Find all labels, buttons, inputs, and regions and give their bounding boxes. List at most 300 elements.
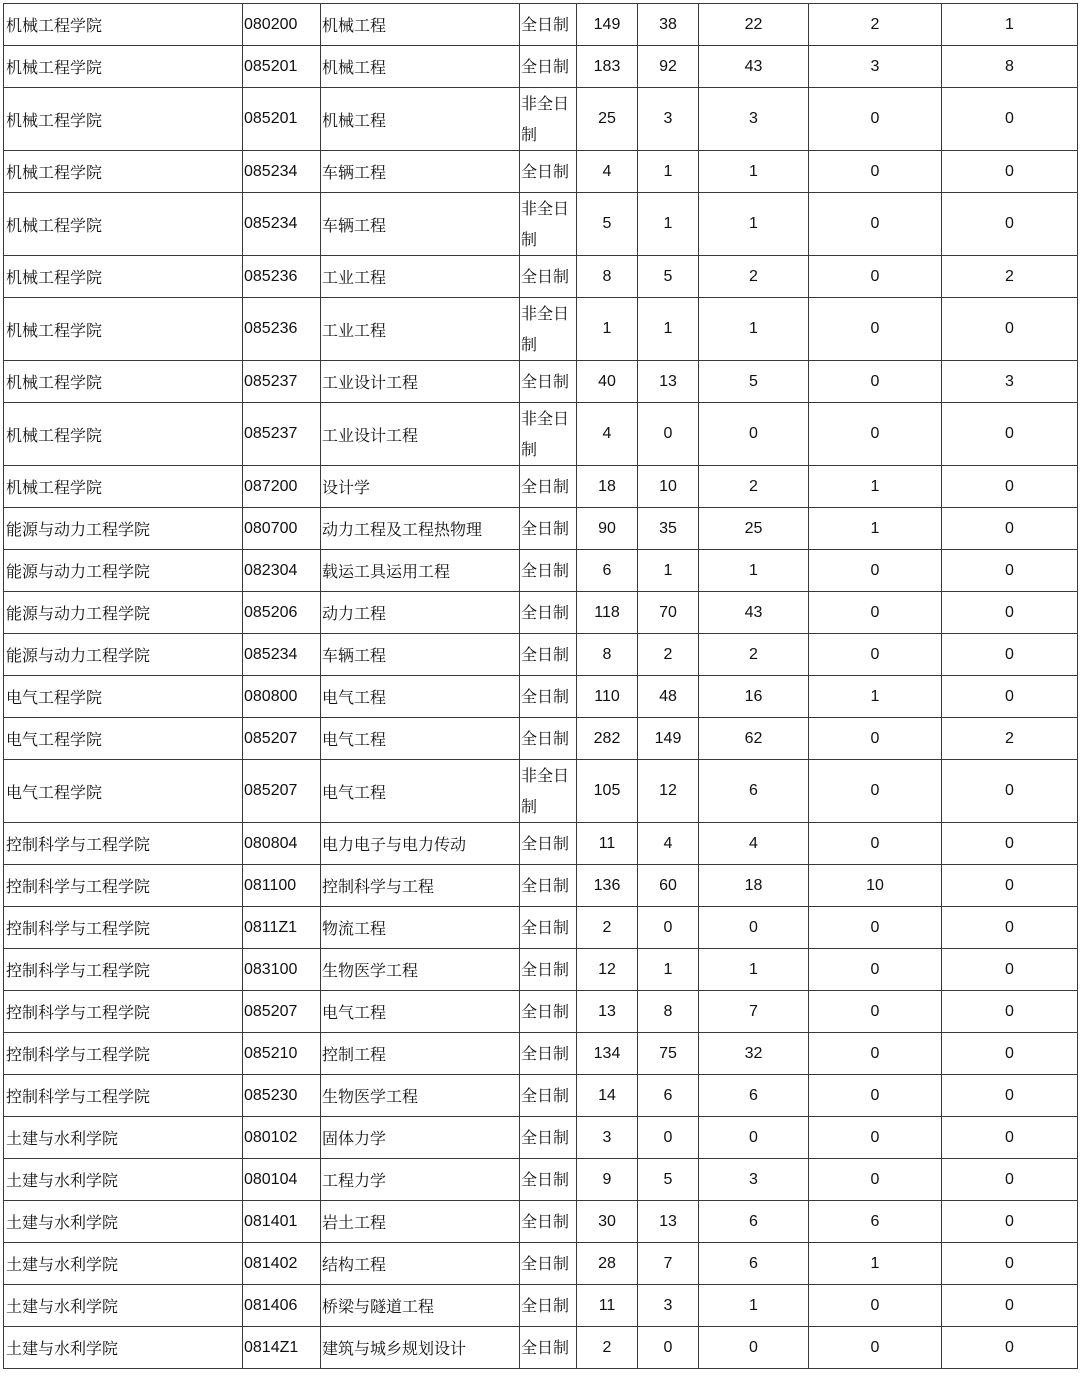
major-code-cell: 080104 [243,1159,321,1201]
department-cell: 机械工程学院 [4,466,243,508]
count-5-cell: 0 [942,1243,1078,1285]
count-5-cell: 0 [942,949,1078,991]
count-1-cell: 183 [577,46,638,88]
department-cell: 土建与水利学院 [4,1117,243,1159]
count-3-cell: 32 [699,1033,809,1075]
count-3-cell: 0 [699,1117,809,1159]
count-2-cell: 149 [638,718,699,760]
major-code-cell: 085234 [243,634,321,676]
count-4-cell: 1 [809,508,942,550]
count-1-cell: 4 [577,151,638,193]
count-2-cell: 13 [638,361,699,403]
count-2-cell: 12 [638,760,699,823]
study-mode-cell: 非全日制 [520,298,577,361]
count-5-cell: 0 [942,676,1078,718]
count-3-cell: 6 [699,1243,809,1285]
count-4-cell: 0 [809,550,942,592]
count-5-cell: 0 [942,1285,1078,1327]
table-row [4,1075,1078,1117]
table-row [4,949,1078,991]
study-mode-cell: 全日制 [520,361,577,403]
count-4-cell: 0 [809,718,942,760]
study-mode-cell: 全日制 [520,823,577,865]
major-code-cell: 0814Z1 [243,1327,321,1369]
count-2-cell: 1 [638,193,699,256]
major-code-cell: 085201 [243,88,321,151]
study-mode-cell: 全日制 [520,1117,577,1159]
department-cell: 控制科学与工程学院 [4,907,243,949]
count-1-cell: 90 [577,508,638,550]
count-4-cell: 6 [809,1201,942,1243]
major-code-cell: 085237 [243,403,321,466]
count-4-cell: 0 [809,949,942,991]
count-5-cell: 3 [942,361,1078,403]
major-code-cell: 085206 [243,592,321,634]
count-3-cell: 2 [699,256,809,298]
count-5-cell: 0 [942,403,1078,466]
study-mode-cell: 全日制 [520,1075,577,1117]
count-5-cell: 0 [942,991,1078,1033]
major-code-cell: 085207 [243,718,321,760]
table-row [4,1327,1078,1369]
table-row [4,550,1078,592]
count-3-cell: 1 [699,193,809,256]
count-3-cell: 1 [699,151,809,193]
study-mode-cell: 全日制 [520,592,577,634]
department-cell: 控制科学与工程学院 [4,1075,243,1117]
count-2-cell: 60 [638,865,699,907]
count-5-cell: 0 [942,508,1078,550]
count-4-cell: 0 [809,403,942,466]
count-3-cell: 1 [699,550,809,592]
count-4-cell: 0 [809,1033,942,1075]
major-code-cell: 085201 [243,46,321,88]
count-1-cell: 11 [577,1285,638,1327]
count-4-cell: 0 [809,298,942,361]
count-2-cell: 2 [638,634,699,676]
study-mode-cell: 全日制 [520,46,577,88]
major-name-cell: 工业设计工程 [321,403,520,466]
major-code-cell: 085236 [243,298,321,361]
study-mode-cell: 全日制 [520,991,577,1033]
count-5-cell: 0 [942,907,1078,949]
major-name-cell: 动力工程及工程热物理 [321,508,520,550]
study-mode-cell: 全日制 [520,907,577,949]
count-1-cell: 12 [577,949,638,991]
count-3-cell: 0 [699,403,809,466]
count-1-cell: 282 [577,718,638,760]
major-name-cell: 机械工程 [321,46,520,88]
count-2-cell: 4 [638,823,699,865]
count-5-cell: 0 [942,592,1078,634]
study-mode-cell: 全日制 [520,1201,577,1243]
major-name-cell: 建筑与城乡规划设计 [321,1327,520,1369]
table-row [4,4,1078,46]
count-2-cell: 6 [638,1075,699,1117]
count-2-cell: 0 [638,907,699,949]
count-3-cell: 25 [699,508,809,550]
study-mode-cell: 全日制 [520,4,577,46]
count-1-cell: 118 [577,592,638,634]
major-code-cell: 081100 [243,865,321,907]
study-mode-cell: 全日制 [520,256,577,298]
major-name-cell: 电气工程 [321,676,520,718]
count-4-cell: 0 [809,760,942,823]
count-2-cell: 10 [638,466,699,508]
department-cell: 机械工程学院 [4,256,243,298]
table-row [4,403,1078,466]
count-1-cell: 4 [577,403,638,466]
count-2-cell: 92 [638,46,699,88]
major-code-cell: 085237 [243,361,321,403]
major-name-cell: 车辆工程 [321,193,520,256]
study-mode-cell: 全日制 [520,1243,577,1285]
count-2-cell: 7 [638,1243,699,1285]
count-2-cell: 48 [638,676,699,718]
major-name-cell: 机械工程 [321,4,520,46]
count-3-cell: 0 [699,1327,809,1369]
count-4-cell: 0 [809,1117,942,1159]
count-3-cell: 16 [699,676,809,718]
table-row [4,151,1078,193]
count-4-cell: 0 [809,592,942,634]
count-3-cell: 43 [699,592,809,634]
department-cell: 机械工程学院 [4,46,243,88]
count-3-cell: 2 [699,466,809,508]
count-4-cell: 0 [809,256,942,298]
count-1-cell: 1 [577,298,638,361]
count-4-cell: 1 [809,676,942,718]
table-body [4,4,1078,1369]
count-1-cell: 136 [577,865,638,907]
department-cell: 土建与水利学院 [4,1327,243,1369]
major-code-cell: 085234 [243,193,321,256]
count-2-cell: 1 [638,550,699,592]
count-5-cell: 1 [942,4,1078,46]
study-mode-cell: 全日制 [520,1285,577,1327]
major-code-cell: 0811Z1 [243,907,321,949]
count-3-cell: 1 [699,949,809,991]
count-5-cell: 0 [942,550,1078,592]
major-code-cell: 085207 [243,760,321,823]
count-2-cell: 1 [638,298,699,361]
major-name-cell: 工业工程 [321,256,520,298]
major-name-cell: 生物医学工程 [321,1075,520,1117]
count-1-cell: 2 [577,1327,638,1369]
table-row [4,1285,1078,1327]
count-3-cell: 6 [699,760,809,823]
count-2-cell: 75 [638,1033,699,1075]
count-5-cell: 0 [942,1327,1078,1369]
count-2-cell: 1 [638,949,699,991]
count-3-cell: 0 [699,907,809,949]
table-row [4,1159,1078,1201]
count-5-cell: 0 [942,1117,1078,1159]
table-row [4,760,1078,823]
count-1-cell: 25 [577,88,638,151]
major-code-cell: 080804 [243,823,321,865]
table-row [4,718,1078,760]
count-2-cell: 3 [638,1285,699,1327]
count-1-cell: 13 [577,991,638,1033]
department-cell: 电气工程学院 [4,676,243,718]
department-cell: 机械工程学院 [4,151,243,193]
major-name-cell: 工业设计工程 [321,361,520,403]
count-1-cell: 30 [577,1201,638,1243]
count-1-cell: 40 [577,361,638,403]
table-row [4,508,1078,550]
study-mode-cell: 非全日制 [520,760,577,823]
major-name-cell: 设计学 [321,466,520,508]
count-4-cell: 0 [809,1285,942,1327]
count-1-cell: 18 [577,466,638,508]
table-row [4,298,1078,361]
count-1-cell: 8 [577,634,638,676]
department-cell: 控制科学与工程学院 [4,865,243,907]
major-name-cell: 电气工程 [321,991,520,1033]
count-3-cell: 6 [699,1075,809,1117]
count-4-cell: 0 [809,1075,942,1117]
count-4-cell: 0 [809,361,942,403]
department-cell: 土建与水利学院 [4,1201,243,1243]
major-code-cell: 085236 [243,256,321,298]
major-name-cell: 工程力学 [321,1159,520,1201]
count-2-cell: 1 [638,151,699,193]
count-4-cell: 0 [809,634,942,676]
count-3-cell: 1 [699,298,809,361]
department-cell: 土建与水利学院 [4,1285,243,1327]
count-4-cell: 0 [809,1159,942,1201]
count-4-cell: 3 [809,46,942,88]
study-mode-cell: 全日制 [520,1327,577,1369]
table-row [4,991,1078,1033]
department-cell: 电气工程学院 [4,760,243,823]
count-2-cell: 0 [638,1117,699,1159]
count-1-cell: 14 [577,1075,638,1117]
count-5-cell: 0 [942,298,1078,361]
count-5-cell: 0 [942,760,1078,823]
count-3-cell: 18 [699,865,809,907]
count-1-cell: 11 [577,823,638,865]
count-2-cell: 5 [638,256,699,298]
department-cell: 机械工程学院 [4,298,243,361]
count-2-cell: 3 [638,88,699,151]
table-row [4,1243,1078,1285]
count-3-cell: 4 [699,823,809,865]
count-5-cell: 0 [942,865,1078,907]
count-3-cell: 3 [699,88,809,151]
count-2-cell: 38 [638,4,699,46]
count-4-cell: 0 [809,88,942,151]
table-row [4,907,1078,949]
count-4-cell: 1 [809,466,942,508]
count-4-cell: 0 [809,823,942,865]
department-cell: 控制科学与工程学院 [4,823,243,865]
table-row [4,676,1078,718]
major-name-cell: 岩土工程 [321,1201,520,1243]
major-name-cell: 车辆工程 [321,634,520,676]
major-name-cell: 电力电子与电力传动 [321,823,520,865]
major-name-cell: 控制工程 [321,1033,520,1075]
major-code-cell: 085210 [243,1033,321,1075]
major-name-cell: 载运工具运用工程 [321,550,520,592]
major-code-cell: 080700 [243,508,321,550]
count-5-cell: 0 [942,1159,1078,1201]
count-3-cell: 2 [699,634,809,676]
count-3-cell: 1 [699,1285,809,1327]
count-5-cell: 0 [942,193,1078,256]
study-mode-cell: 全日制 [520,466,577,508]
study-mode-cell: 全日制 [520,718,577,760]
department-cell: 能源与动力工程学院 [4,634,243,676]
count-5-cell: 8 [942,46,1078,88]
major-code-cell: 081402 [243,1243,321,1285]
count-3-cell: 7 [699,991,809,1033]
table-row [4,88,1078,151]
major-name-cell: 机械工程 [321,88,520,151]
major-code-cell: 082304 [243,550,321,592]
count-4-cell: 2 [809,4,942,46]
count-3-cell: 43 [699,46,809,88]
major-name-cell: 工业工程 [321,298,520,361]
table-row [4,865,1078,907]
study-mode-cell: 全日制 [520,151,577,193]
count-1-cell: 2 [577,907,638,949]
major-code-cell: 081401 [243,1201,321,1243]
major-name-cell: 电气工程 [321,718,520,760]
table-row [4,1117,1078,1159]
count-5-cell: 0 [942,88,1078,151]
count-2-cell: 35 [638,508,699,550]
major-code-cell: 080200 [243,4,321,46]
major-code-cell: 083100 [243,949,321,991]
department-cell: 控制科学与工程学院 [4,1033,243,1075]
table-row [4,361,1078,403]
count-1-cell: 6 [577,550,638,592]
count-2-cell: 5 [638,1159,699,1201]
count-5-cell: 0 [942,1201,1078,1243]
count-1-cell: 110 [577,676,638,718]
study-mode-cell: 非全日制 [520,193,577,256]
count-3-cell: 5 [699,361,809,403]
study-mode-cell: 全日制 [520,550,577,592]
department-cell: 控制科学与工程学院 [4,991,243,1033]
department-cell: 电气工程学院 [4,718,243,760]
study-mode-cell: 全日制 [520,949,577,991]
count-3-cell: 3 [699,1159,809,1201]
major-name-cell: 控制科学与工程 [321,865,520,907]
count-5-cell: 0 [942,823,1078,865]
table-row [4,592,1078,634]
department-cell: 机械工程学院 [4,4,243,46]
count-1-cell: 3 [577,1117,638,1159]
count-1-cell: 134 [577,1033,638,1075]
count-2-cell: 70 [638,592,699,634]
count-4-cell: 0 [809,907,942,949]
count-4-cell: 0 [809,193,942,256]
major-name-cell: 电气工程 [321,760,520,823]
admissions-table-sheet [3,3,1077,1369]
count-4-cell: 0 [809,991,942,1033]
count-1-cell: 5 [577,193,638,256]
department-cell: 土建与水利学院 [4,1243,243,1285]
study-mode-cell: 全日制 [520,1033,577,1075]
major-code-cell: 080102 [243,1117,321,1159]
department-cell: 机械工程学院 [4,403,243,466]
department-cell: 机械工程学院 [4,88,243,151]
table-row [4,46,1078,88]
admissions-table [3,3,1078,1369]
major-name-cell: 物流工程 [321,907,520,949]
count-5-cell: 0 [942,634,1078,676]
major-name-cell: 桥梁与隧道工程 [321,1285,520,1327]
count-5-cell: 0 [942,466,1078,508]
department-cell: 能源与动力工程学院 [4,508,243,550]
count-5-cell: 2 [942,256,1078,298]
count-1-cell: 28 [577,1243,638,1285]
count-5-cell: 0 [942,1033,1078,1075]
department-cell: 机械工程学院 [4,361,243,403]
study-mode-cell: 全日制 [520,676,577,718]
table-row [4,193,1078,256]
table-row [4,634,1078,676]
count-5-cell: 0 [942,1075,1078,1117]
department-cell: 土建与水利学院 [4,1159,243,1201]
count-4-cell: 0 [809,1327,942,1369]
count-3-cell: 6 [699,1201,809,1243]
count-1-cell: 9 [577,1159,638,1201]
table-row [4,466,1078,508]
count-1-cell: 8 [577,256,638,298]
study-mode-cell: 全日制 [520,865,577,907]
count-1-cell: 149 [577,4,638,46]
count-2-cell: 0 [638,403,699,466]
table-row [4,256,1078,298]
count-2-cell: 13 [638,1201,699,1243]
department-cell: 能源与动力工程学院 [4,550,243,592]
count-2-cell: 8 [638,991,699,1033]
count-4-cell: 10 [809,865,942,907]
major-name-cell: 动力工程 [321,592,520,634]
department-cell: 能源与动力工程学院 [4,592,243,634]
major-code-cell: 085230 [243,1075,321,1117]
count-5-cell: 0 [942,151,1078,193]
study-mode-cell: 全日制 [520,1159,577,1201]
major-code-cell: 087200 [243,466,321,508]
count-5-cell: 2 [942,718,1078,760]
department-cell: 控制科学与工程学院 [4,949,243,991]
study-mode-cell: 非全日制 [520,403,577,466]
major-name-cell: 固体力学 [321,1117,520,1159]
count-4-cell: 0 [809,151,942,193]
table-row [4,1201,1078,1243]
table-row [4,823,1078,865]
major-code-cell: 081406 [243,1285,321,1327]
count-3-cell: 62 [699,718,809,760]
count-1-cell: 105 [577,760,638,823]
study-mode-cell: 全日制 [520,508,577,550]
count-4-cell: 1 [809,1243,942,1285]
major-code-cell: 080800 [243,676,321,718]
count-2-cell: 0 [638,1327,699,1369]
major-code-cell: 085234 [243,151,321,193]
major-code-cell: 085207 [243,991,321,1033]
count-3-cell: 22 [699,4,809,46]
major-name-cell: 车辆工程 [321,151,520,193]
study-mode-cell: 全日制 [520,634,577,676]
major-name-cell: 结构工程 [321,1243,520,1285]
table-row [4,1033,1078,1075]
